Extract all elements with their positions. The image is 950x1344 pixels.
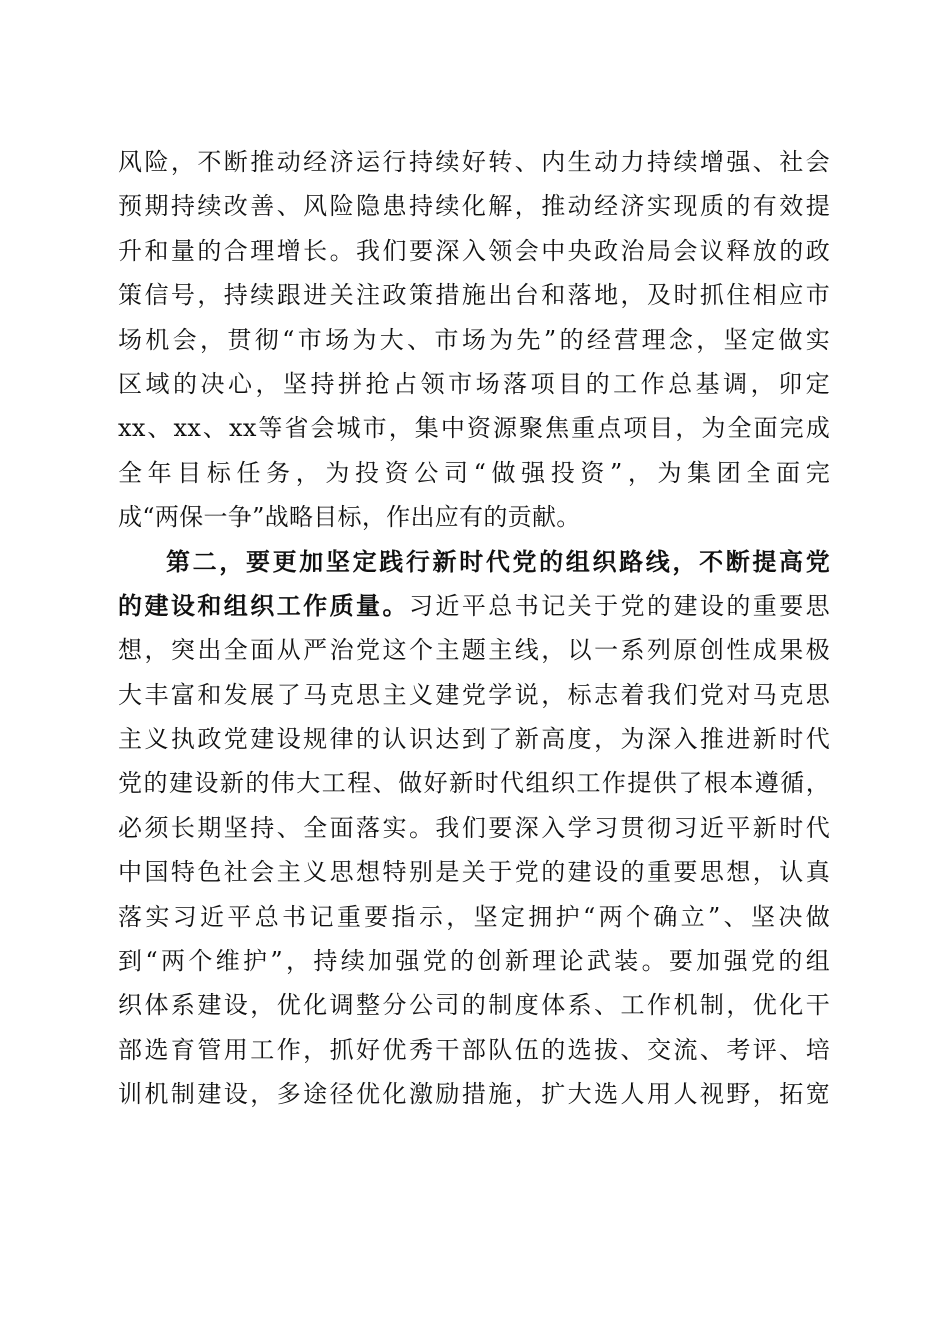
- paragraph-1-line: 场机会，贯彻“市场为大、市场为先”的经营理念，坚定做实: [118, 325, 830, 354]
- paragraph-1-line: 预期持续改善、风险隐患持续化解，推动经济实现质的有效提: [118, 192, 830, 221]
- paragraph-2-line: 织体系建设，优化调整分公司的制度体系、工作机制，优化干: [118, 991, 830, 1020]
- paragraph-2-line: 到“两个维护”，持续加强党的创新理论武装。要加强党的组: [118, 947, 830, 976]
- section-heading-line-1: 第二，要更加坚定践行新时代党的组织路线，不断提高党: [166, 546, 830, 576]
- document-body: [118, 140, 830, 1117]
- paragraph-1-line: 升和量的合理增长。我们要深入领会中央政治局会议释放的政: [118, 236, 830, 265]
- paragraph-2-line: 大丰富和发展了马克思主义建党学说，标志着我们党对马克思: [118, 680, 830, 709]
- paragraph-2-line: 党的建设新的伟大工程、做好新时代组织工作提供了根本遵循，: [118, 769, 830, 798]
- paragraph-2-line: 训机制建设，多途径优化激励措施，扩大选人用人视野，拓宽: [118, 1080, 830, 1109]
- paragraph-2-line: 必须长期坚持、全面落实。我们要深入学习贯彻习近平新时代: [118, 813, 830, 842]
- paragraph-2-line: 部选育管用工作，抓好优秀干部队伍的选拔、交流、考评、培: [118, 1035, 830, 1064]
- paragraph-2-line: 中国特色社会主义思想特别是关于党的建设的重要思想，认真: [118, 858, 830, 887]
- paragraph-2-line-rest: 习近平总书记关于党的建设的重要思: [408, 591, 830, 620]
- paragraph-1-line: 成“两保一争”战略目标，作出应有的贡献。: [118, 503, 581, 532]
- paragraph-1-line: 策信号，持续跟进关注政策措施出台和落地，及时抓住相应市: [118, 281, 830, 310]
- paragraph-2-line: 落实习近平总书记重要指示，坚定拥护“两个确立”、坚决做: [118, 902, 830, 931]
- paragraph-1-line: 风险，不断推动经济运行持续好转、内生动力持续增强、社会: [118, 148, 830, 176]
- paragraph-1-line: 全年目标任务，为投资公司“做强投资”，为集团全面完: [118, 458, 830, 487]
- paragraph-1-line: xx、xx、xx等省会城市，集中资源聚焦重点项目，为全面完成: [118, 414, 830, 443]
- section-heading-line-2: 的建设和组织工作质量。: [118, 590, 409, 620]
- paragraph-2-line: 想，突出全面从严治党这个主题主线，以一系列原创性成果极: [118, 636, 830, 665]
- paragraph-2-line-mixed: [118, 584, 830, 628]
- paragraph-1-line: 区域的决心，坚持拼抢占领市场落项目的工作总基调，卯定: [118, 369, 830, 398]
- paragraph-2-line: 主义执政党建设规律的认识达到了新高度，为深入推进新时代: [118, 725, 830, 754]
